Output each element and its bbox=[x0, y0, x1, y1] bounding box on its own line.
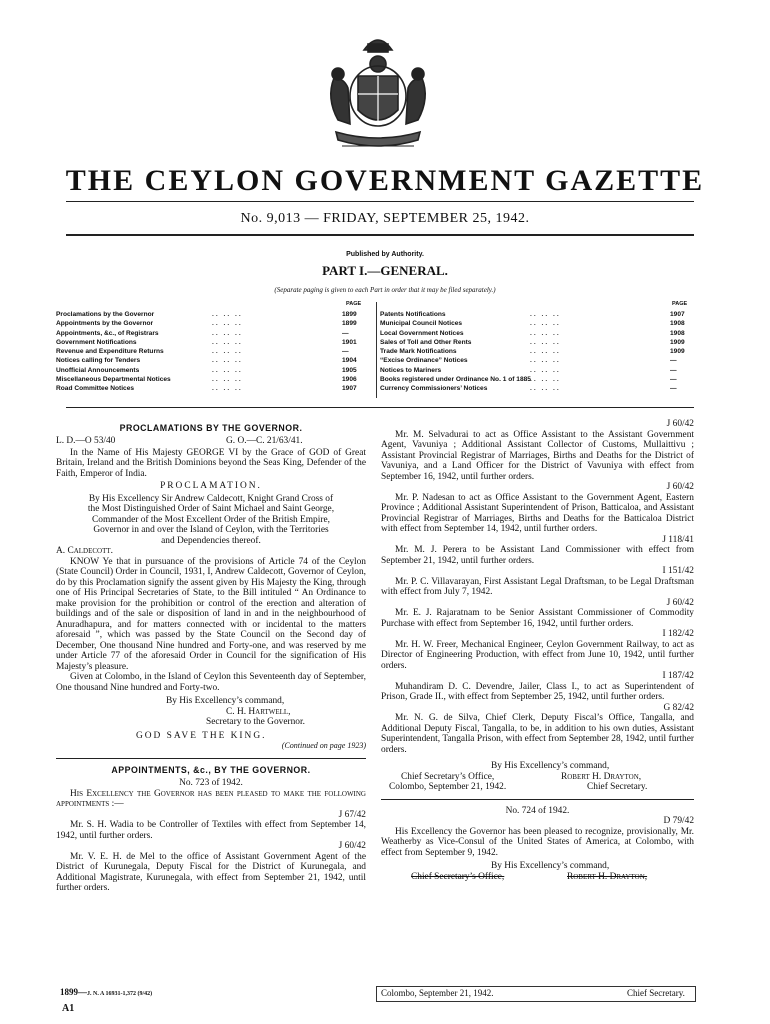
contents-row bbox=[56, 348, 370, 357]
leader-dots: .. .. .. bbox=[530, 320, 561, 328]
appointment-entry: Mr. S. H. Wadia to be Controller of Textiles with effect from September 14, 1942, until further orders. bbox=[56, 820, 366, 841]
contents-row bbox=[380, 339, 696, 348]
notice-724-text: His Excellency the Governor has been pleased to recognize, provisionally, Mr. Weatherby as Vice-Consul of the United States of America, at Colombo, with effect from September 9, 1942. bbox=[381, 826, 694, 858]
file-reference: J 60/42 bbox=[666, 597, 694, 608]
contents-page: 1899 bbox=[342, 320, 357, 328]
proclamation-by-line: By His Excellency Sir Andrew Caldecott, Knight Grand Cross of the Most Distinguished Order of Saint Michael and Saint George, Commander of the Most Excellent Order of the British Empire, Governor in and over the Island of Ceylon, with the Territories and Dependencies thereof. bbox=[87, 493, 335, 546]
leader-dots: .. .. .. bbox=[212, 329, 243, 337]
appointment-entry: Mr. M. J. Perera to be Assistant Land Commissioner with effect from September 21, 1942, until further orders. bbox=[381, 545, 694, 566]
contents-page: 1909 bbox=[670, 348, 685, 356]
notice-724-ref: D 79/42 bbox=[663, 816, 694, 826]
contents-title: Revenue and Expenditure Returns bbox=[56, 348, 164, 356]
proclamation-ref-right: G. O.—C. 21/63/41. bbox=[226, 435, 303, 446]
appointment-entry: Mr. P. Nadesan to act as Office Assistant to the Government Agent, Eastern Province ; Additional Assistant Superintendent of Prison, Batticaloa, and Assistant Provincial Registrar of Marriages, Births and Deaths for the Batticaloa District with effect from September 14, 1942, until further orders. bbox=[381, 492, 694, 534]
contents-page: 1907 bbox=[342, 385, 357, 393]
appointment-entry: Mr. M. Selvadurai to act as Office Assistant to the Assistant Government Agent, Vavuniya ; Additional Assistant Collector of Customs, Mullaittivu ; Assistant Provincial Registrar of Marriages, Births and Deaths for the District of Vavuniya, and a Land Officer for the District of Vavuniya with effect from September 16, 1942, until further orders. bbox=[381, 429, 694, 482]
contents-left bbox=[56, 301, 370, 395]
contents-row bbox=[56, 339, 370, 348]
section-rule bbox=[56, 758, 366, 759]
published-by: Published by Authority. bbox=[346, 251, 424, 258]
contents-page: 1907 bbox=[670, 311, 685, 318]
contents-title: Appointments, &c., of Registrars bbox=[56, 329, 159, 337]
contents-title: Miscellaneous Departmental Notices bbox=[56, 376, 171, 384]
file-reference: G 82/42 bbox=[663, 702, 694, 713]
page-header: PAGE bbox=[672, 301, 688, 307]
page-number: 1899 bbox=[60, 987, 78, 997]
contents-row bbox=[380, 376, 696, 385]
contents-row bbox=[380, 367, 696, 376]
file-reference: I 151/42 bbox=[662, 566, 694, 576]
contents-page: 1904 bbox=[342, 357, 357, 365]
right-sign-name: Robert H. Drayton, bbox=[561, 771, 642, 782]
issue-line: No. 9,013 — FRIDAY, SEPTEMBER 25, 1942. bbox=[240, 211, 530, 226]
contents-title: Trade Mark Notifications bbox=[380, 348, 457, 356]
leader-dots: .. .. .. bbox=[530, 366, 561, 374]
file-reference: J 67/42 bbox=[338, 809, 366, 820]
contents-row bbox=[56, 311, 370, 320]
contents-title: Appointments by the Governor bbox=[56, 320, 154, 328]
right-command: By His Excellency’s command, bbox=[491, 761, 610, 771]
gazette-title: THE CEYLON GOVERNMENT GAZETTE bbox=[65, 164, 705, 197]
right-column bbox=[381, 419, 694, 882]
god-save-the-king: GOD SAVE THE KING. bbox=[136, 730, 267, 741]
appointment-entry: Mr. E. J. Rajaratnam to be Senior Assistant Commissioner of Commodity Purchase with effect from September 16, 1942, until further orders. bbox=[381, 608, 694, 629]
contents-title: Books registered under Ordinance No. 1 of 1885 bbox=[380, 376, 531, 384]
leader-dots: .. .. .. bbox=[530, 338, 561, 346]
appointments-list bbox=[56, 810, 366, 894]
contents-page: — bbox=[670, 385, 677, 393]
appointment-entry: Mr. N. G. de Silva, Chief Clerk, Deputy Fiscal’s Office, Tangalla, and Additional Deputy Fiscal, Tangalla, to be, in addition to his own duties, Assistant Superintendent, Tangalla Prison, with effect from September 28, 1942, until further orders. bbox=[381, 713, 694, 755]
page-header: PAGE bbox=[346, 301, 362, 307]
royal-coat-of-arms-icon bbox=[318, 28, 438, 160]
printer-code: J. N. A 16931-1,372 (9/42) bbox=[87, 991, 153, 997]
sheet-mark: A1 bbox=[62, 1003, 75, 1014]
proclamation-secretary-name: C. H. Hartwell, bbox=[226, 706, 291, 717]
leader-dots: .. .. .. bbox=[212, 357, 243, 365]
proclamation-signature: A. Caldecott. bbox=[56, 546, 113, 556]
contents-rule bbox=[66, 407, 694, 408]
section-rule bbox=[381, 799, 694, 800]
appointments-number: No. 723 of 1942. bbox=[179, 778, 243, 788]
proclamation-secretary-title: Secretary to the Governor. bbox=[206, 717, 305, 727]
contents-row bbox=[380, 320, 696, 329]
contents-page: 1901 bbox=[342, 338, 357, 346]
contents-page: — bbox=[670, 376, 677, 384]
contents-row bbox=[380, 311, 696, 320]
right-sign-title: Chief Secretary. bbox=[587, 782, 648, 792]
leader-dots: .. .. .. bbox=[530, 376, 561, 384]
file-reference: J 60/42 bbox=[666, 482, 694, 492]
appointments-heading: APPOINTMENTS, &c., BY THE GOVERNOR. bbox=[111, 764, 311, 775]
leader-dots: .. .. .. bbox=[212, 311, 243, 318]
contents-title: “Excise Ordinance” Notices bbox=[380, 357, 468, 365]
contents-row bbox=[380, 357, 696, 366]
proclamation-word: PROCLAMATION. bbox=[160, 481, 262, 491]
contents-page: 1908 bbox=[670, 329, 685, 337]
proclamation-command: By His Excellency’s command, bbox=[166, 696, 285, 706]
file-reference: I 182/42 bbox=[662, 629, 694, 639]
leader-dots: .. .. .. bbox=[530, 329, 561, 337]
leader-dots: .. .. .. bbox=[212, 338, 243, 346]
contents-page: — bbox=[670, 357, 677, 365]
leader-dots: .. .. .. bbox=[212, 376, 243, 384]
contents-row bbox=[56, 376, 370, 385]
leader-dots: .. .. .. bbox=[530, 357, 561, 365]
file-reference: J 118/41 bbox=[662, 534, 694, 545]
right-sign-date: Colombo, September 21, 1942. bbox=[389, 782, 507, 792]
leader-dots: .. .. .. bbox=[530, 385, 561, 393]
proclamation-given: Given at Colombo, in the Island of Ceylon this Seventeenth day of September, One thousand Nine hundred and Forty-two. bbox=[56, 672, 366, 693]
appointments-intro: His Excellency the Governor has been pleased to make the following appointments :— bbox=[56, 788, 366, 809]
boxed-signature-line bbox=[376, 986, 696, 1002]
contents-row bbox=[56, 385, 370, 394]
part-heading: PART I.—GENERAL. bbox=[322, 263, 448, 278]
appointment-entry: Muhandiram D. C. Devendre, Jailer, Class I., to act as Superintendent of Prison, Grade II., with effect from September 25, 1942, until further orders. bbox=[381, 681, 694, 702]
proclamation-intro: In the Name of His Majesty GEORGE VI by the Grace of GOD of Great Britain, Ireland and the British Dominions beyond the Seas King, Defender of the Faith, Emperor of India. bbox=[56, 447, 366, 479]
contents-title: Proclamations by the Governor bbox=[56, 311, 155, 318]
contents-title: Patents Notifications bbox=[380, 311, 446, 318]
contents-row bbox=[380, 348, 696, 357]
contents-title: Municipal Council Notices bbox=[380, 320, 463, 328]
notice-724-date: Colombo, September 21, 1942. bbox=[381, 988, 494, 998]
contents-page: 1899 bbox=[342, 311, 357, 318]
footer-line: 1899—J. N. A 16931-1,372 (9/42) bbox=[60, 987, 153, 997]
notice-724-command: By His Excellency’s command, bbox=[491, 861, 610, 871]
contents-divider bbox=[376, 302, 377, 398]
contents-page: 1908 bbox=[670, 320, 685, 328]
contents-title: Notices calling for Tenders bbox=[56, 357, 141, 365]
separate-paging-note: (Separate paging is given to each Part in order that it may be filed separately.) bbox=[274, 286, 496, 294]
left-column bbox=[56, 423, 366, 894]
appointment-entry: Mr. P. C. Villavarayan, First Assistant Legal Draftsman, to be Legal Draftsman with effect from July 7, 1942. bbox=[381, 576, 694, 597]
file-reference: J 60/42 bbox=[338, 841, 366, 851]
contents-right bbox=[380, 301, 696, 395]
appointments-continued-list bbox=[381, 419, 694, 755]
file-reference: J 60/42 bbox=[666, 419, 694, 429]
contents-row bbox=[380, 385, 696, 394]
leader-dots: .. .. .. bbox=[530, 311, 561, 318]
contents-title: Notices to Mariners bbox=[380, 366, 442, 374]
issue-rule bbox=[66, 234, 694, 236]
contents-page: — bbox=[342, 329, 349, 337]
leader-dots: .. .. .. bbox=[212, 348, 243, 356]
leader-dots: .. .. .. bbox=[212, 320, 243, 328]
proclamation-ref-left: L. D.—O 53/40 bbox=[56, 435, 116, 446]
leader-dots: .. .. .. bbox=[212, 366, 243, 374]
right-sign-office: Chief Secretary’s Office, bbox=[401, 771, 495, 782]
contents-row bbox=[56, 320, 370, 329]
notice-724-title: Chief Secretary. bbox=[627, 988, 685, 998]
contents-row bbox=[56, 367, 370, 376]
contents-title: Government Notifications bbox=[56, 338, 137, 346]
title-rule bbox=[66, 201, 694, 202]
contents-page: 1905 bbox=[342, 366, 357, 374]
leader-dots: .. .. .. bbox=[212, 385, 243, 393]
contents-title: Currency Commissioners’ Notices bbox=[380, 385, 488, 393]
appointment-entry: Mr. V. E. H. de Mel to the office of Assistant Government Agent of the District of Kurunegala, Deputy Fiscal for the District of Kurunegala, and Additional Magistrate, Kurunegala, with effect from September 21, 1942, until further orders. bbox=[56, 851, 366, 893]
contents-page: — bbox=[342, 348, 349, 356]
contents-title: Road Committee Notices bbox=[56, 385, 135, 393]
contents-page: 1909 bbox=[670, 338, 685, 346]
proclamation-body: KNOW Ye that in pursuance of the provisions of Article 74 of the Ceylon (State Council) Order in Council, 1931, I, Andrew Caldecott, Governor of Ceylon, do by this Proclamation signify the assent given by His Majesty the King, through one of His Principal Secretaries of State, to the Bill intituled “ An Ordinance to make provision for the prohibition or control of the erection and alteration of buildings and of the sale or disposition of land in and in the neighbourhood of Anuradhapura, and for matters connected with or incidental to the matters aforesaid ”, which was passed by the State Council on the Second day of December, One thousand Nine hundred and Forty-one, and was reserved by me under Article 77 of the aforesaid Order in Council for the signification of His Majesty’s pleasure. bbox=[56, 556, 366, 672]
notice-724-name: Robert H. Drayton, bbox=[567, 871, 648, 882]
notice-724-office: Chief Secretary’s Office, bbox=[411, 871, 505, 882]
contents-page: — bbox=[670, 366, 677, 374]
contents-title: Unofficial Announcements bbox=[56, 366, 140, 374]
file-reference: I 187/42 bbox=[662, 671, 694, 681]
contents-row bbox=[56, 330, 370, 339]
continued-note: (Continued on page 1923) bbox=[281, 741, 366, 750]
proclamations-heading: PROCLAMATIONS BY THE GOVERNOR. bbox=[119, 423, 303, 433]
contents-row bbox=[380, 330, 696, 339]
appointment-entry: Mr. H. W. Freer, Mechanical Engineer, Ceylon Government Railway, to act as Director of Engineering Production, with effect from June 10, 1942, until further orders. bbox=[381, 639, 694, 671]
contents-title: Sales of Toll and Other Rents bbox=[380, 338, 472, 346]
notice-724-number: No. 724 of 1942. bbox=[505, 805, 570, 816]
leader-dots: .. .. .. bbox=[530, 348, 561, 356]
contents-title: Local Government Notices bbox=[380, 329, 464, 337]
contents-page: 1906 bbox=[342, 376, 357, 384]
contents-row bbox=[56, 357, 370, 366]
